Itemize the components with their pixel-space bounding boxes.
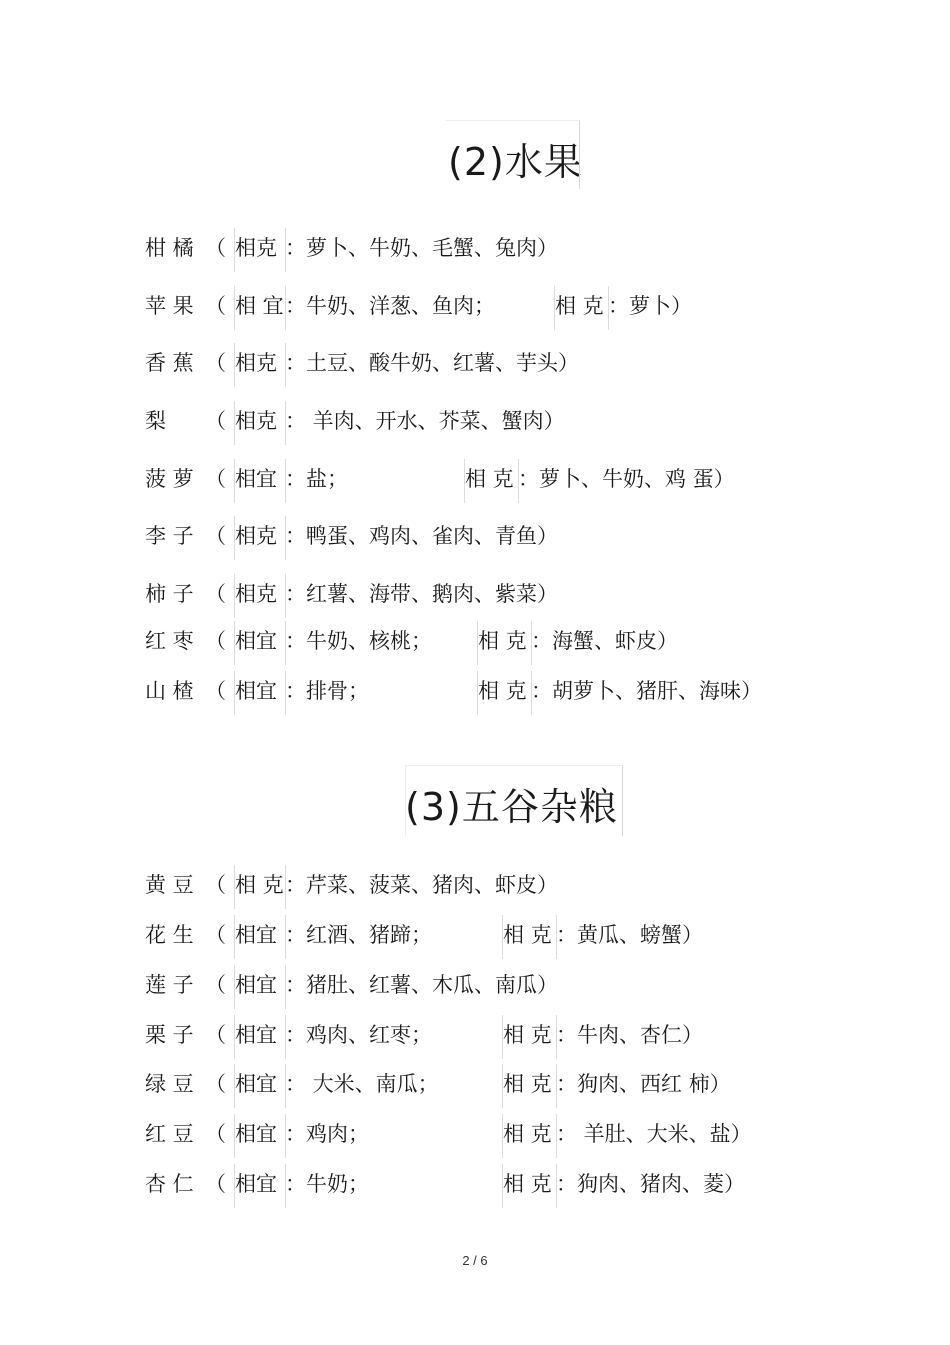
relation-items: ： 大米、南瓜； — [285, 1072, 439, 1096]
relation-label: 相 克 — [465, 467, 514, 491]
relation-items: ：排骨； — [285, 679, 369, 703]
relation-label: 相克 — [235, 409, 277, 433]
section-title-text: (3)五谷杂粮 — [405, 785, 618, 829]
relation-items: ： 羊肚、大米、盐） — [556, 1122, 752, 1146]
relation-label: 相宜 — [235, 467, 277, 491]
relation-items: ：萝卜、牛奶、鸡 蛋） — [518, 467, 735, 491]
open-paren: （ — [205, 1072, 226, 1096]
food-name: 杏 仁 — [145, 1172, 194, 1196]
relation-label: 相 克 — [503, 1172, 552, 1196]
relation-items: ：鸡肉； — [285, 1122, 369, 1146]
relation-items: ：牛肉、杏仁） — [556, 1023, 703, 1047]
relation-label: 相 克 — [478, 629, 527, 653]
food-name: 绿 豆 — [145, 1072, 194, 1096]
page-number: 2 / 6 — [462, 1253, 488, 1268]
food-name: 红 豆 — [145, 1122, 194, 1146]
open-paren: （ — [205, 236, 226, 260]
relation-label: 相宜 — [235, 923, 277, 947]
relation-items: ：牛奶、洋葱、鱼肉； — [285, 294, 495, 318]
relation-label: 相克 — [235, 236, 277, 260]
relation-items: ：萝卜、牛奶、毛蟹、兔肉） — [285, 236, 558, 260]
open-paren: （ — [205, 409, 226, 433]
heading-frame — [405, 765, 623, 836]
open-paren: （ — [205, 294, 226, 318]
relation-items: ：胡萝卜、猪肝、海味） — [531, 679, 762, 703]
food-name: 梨 — [145, 409, 166, 433]
relation-items: ：猪肚、红薯、木瓜、南瓜） — [285, 973, 558, 997]
relation-items: ：鸭蛋、鸡肉、雀肉、青鱼） — [285, 524, 558, 548]
relation-items: ：黄瓜、螃蟹） — [556, 923, 703, 947]
relation-items: ： 羊肉、开水、芥菜、蟹肉） — [285, 409, 565, 433]
relation-items: ：鸡肉、红枣； — [285, 1023, 432, 1047]
relation-label: 相 宜 — [235, 294, 284, 318]
open-paren: （ — [205, 524, 226, 548]
open-paren: （ — [205, 923, 226, 947]
food-name: 山 楂 — [145, 679, 194, 703]
relation-label: 相克 — [235, 351, 277, 375]
open-paren: （ — [205, 1122, 226, 1146]
food-name: 栗 子 — [145, 1023, 194, 1047]
relation-items: ：土豆、酸牛奶、红薯、芋头） — [285, 351, 579, 375]
food-name: 红 枣 — [145, 629, 194, 653]
open-paren: （ — [205, 1023, 226, 1047]
relation-items: ：海蟹、虾皮） — [531, 629, 678, 653]
open-paren: （ — [205, 351, 226, 375]
relation-label: 相克 — [235, 524, 277, 548]
food-name: 柑 橘 — [145, 236, 194, 260]
food-name: 黄 豆 — [145, 873, 194, 897]
relation-label: 相 克 — [503, 1122, 552, 1146]
relation-items: ：狗肉、西红 柿） — [556, 1072, 731, 1096]
relation-label: 相宜 — [235, 629, 277, 653]
open-paren: （ — [205, 467, 226, 491]
food-name: 菠 萝 — [145, 467, 194, 491]
relation-items: ：盐； — [285, 467, 348, 491]
relation-label: 相 克 — [503, 1023, 552, 1047]
food-name: 李 子 — [145, 524, 194, 548]
relation-label: 相 克 — [235, 873, 284, 897]
open-paren: （ — [205, 873, 226, 897]
open-paren: （ — [205, 973, 226, 997]
relation-items: ：萝卜） — [608, 294, 692, 318]
relation-label: 相 克 — [555, 294, 604, 318]
relation-label: 相克 — [235, 582, 277, 606]
relation-items: ：牛奶； — [285, 1172, 369, 1196]
food-name: 花 生 — [145, 923, 194, 947]
open-paren: （ — [205, 582, 226, 606]
relation-items: ：狗肉、猪肉、菱） — [556, 1172, 745, 1196]
relation-items: ：红薯、海带、鹅肉、紫菜） — [285, 582, 558, 606]
relation-label: 相宜 — [235, 1172, 277, 1196]
relation-label: 相 克 — [478, 679, 527, 703]
food-name: 莲 子 — [145, 973, 194, 997]
section-title-text: (2)水果 — [448, 140, 583, 184]
open-paren: （ — [205, 679, 226, 703]
relation-items: ：芹菜、菠菜、猪肉、虾皮） — [285, 873, 558, 897]
relation-items: ：红酒、猪蹄； — [285, 923, 432, 947]
relation-label: 相 克 — [503, 1072, 552, 1096]
relation-label: 相宜 — [235, 973, 277, 997]
relation-label: 相宜 — [235, 1072, 277, 1096]
relation-label: 相宜 — [235, 1023, 277, 1047]
relation-items: ：牛奶、核桃； — [285, 629, 432, 653]
open-paren: （ — [205, 1172, 226, 1196]
relation-label: 相宜 — [235, 1122, 277, 1146]
relation-label: 相宜 — [235, 679, 277, 703]
heading-frame — [446, 120, 580, 189]
food-name: 苹 果 — [145, 294, 194, 318]
open-paren: （ — [205, 629, 226, 653]
food-name: 香 蕉 — [145, 351, 194, 375]
relation-label: 相 克 — [503, 923, 552, 947]
food-name: 柿 子 — [145, 582, 194, 606]
